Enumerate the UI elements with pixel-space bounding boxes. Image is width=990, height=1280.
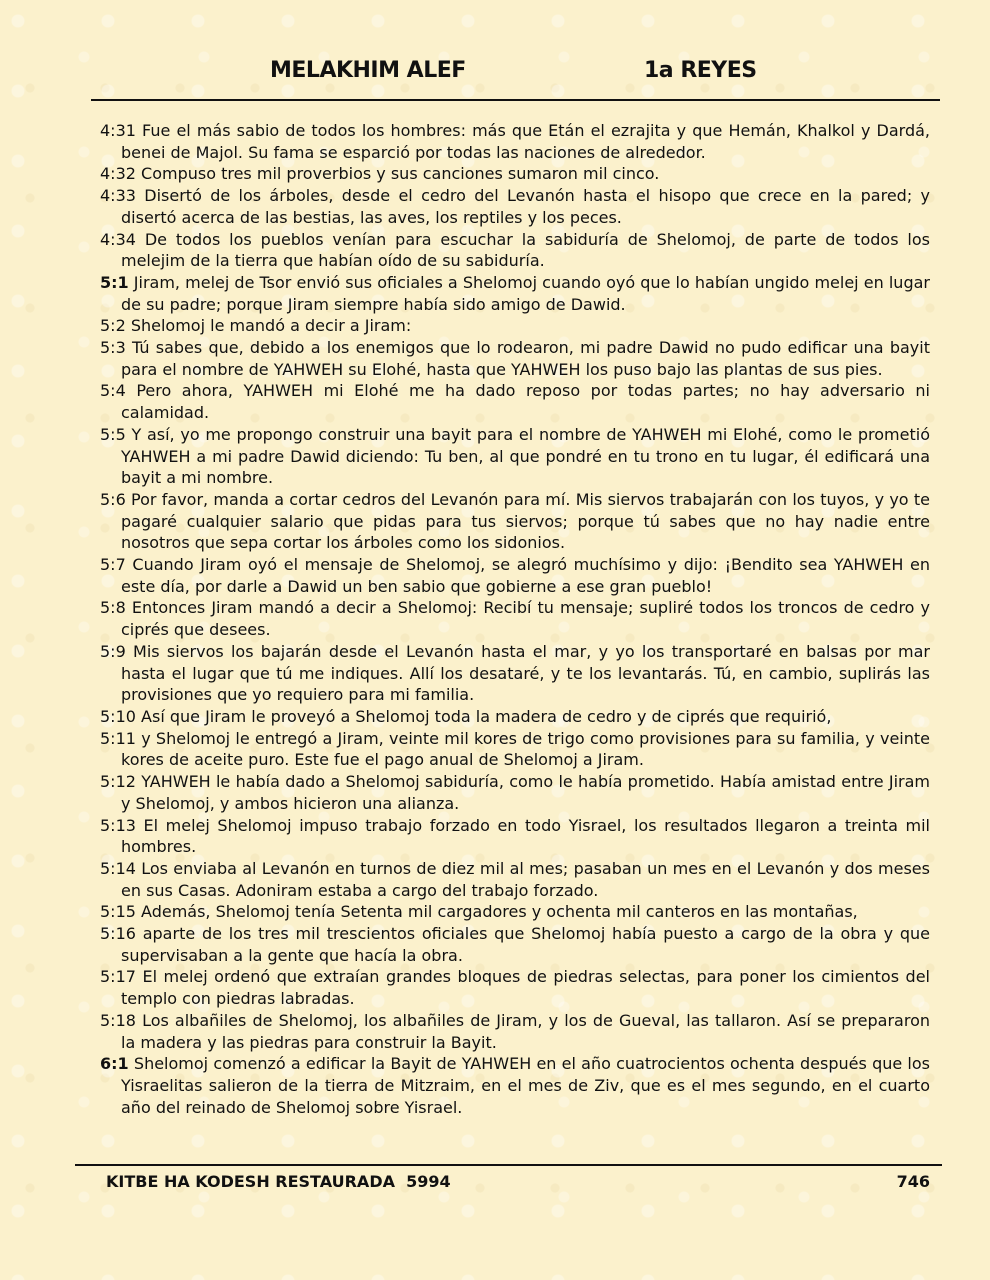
verse-text: Pero ahora, YAHWEH mi Elohé me ha dado reposo por todas partes; no hay adversario ni calamidad.: [121, 381, 930, 423]
verse-reference: 5:5: [100, 424, 126, 444]
verse-reference: 5:17: [100, 967, 136, 987]
verse-text: Compuso tres mil proverbios y sus canciones sumaron mil cinco.: [141, 164, 660, 184]
verse-text: Entonces Jiram mandó a decir a Shelomoj: Recibí tu mensaje; supliré todos los troncos de cedro y ciprés que desees.: [121, 598, 930, 640]
verse-text: El melej ordenó que extraían grandes bloques de piedras selectas, para poner los cimientos del templo con piedras labradas.: [121, 967, 930, 1009]
verse-text: Disertó de los árboles, desde el cedro del Levanón hasta el hisopo que crece en la pared; y disertó acerca de las bestias, las aves, los reptiles y los peces.: [121, 186, 931, 227]
book-title-spanish: 1a REYES: [644, 58, 757, 83]
verse: [100, 229, 930, 272]
verse-reference: 5:18: [100, 1010, 136, 1030]
verse-list: [100, 120, 930, 1118]
verse: [100, 424, 930, 489]
verse-reference: 5:6: [100, 489, 126, 509]
verse-reference: 4:34: [100, 229, 136, 249]
verse-text: El melej Shelomoj impuso trabajo forzado en todo Yisrael, los resultados llegaron a treinta mil hombres.: [121, 815, 930, 857]
verse-text: Por favor, manda a cortar cedros del Levanón para mí. Mis siervos trabajarán con los tuyos, y yo te pagaré cualquier salario que pidas para tus siervos; porque tú sabes que no hay nadie entre nosotros que sepa cortar los árboles como los sidonios.: [121, 489, 930, 553]
verse-text: YAHWEH le había dado a Shelomoj sabiduría, como le había prometido. Había amistad entre Jiram y Shelomoj, y ambos hicieron una alianza.: [121, 772, 931, 813]
verse-text: Cuando Jiram oyó el mensaje de Shelomoj, se alegró muchísimo y dijo: ¡Bendito sea YAHWEH en este día, por darle a Dawid un ben sabio que gobierne a ese gran pueblo!: [121, 555, 930, 596]
verse-text: Shelomoj le mandó a decir a Jiram:: [130, 316, 412, 336]
verse: [100, 901, 930, 923]
verse: [100, 380, 930, 423]
footer-title: KITBE HA KODESH RESTAURADA 5994: [106, 1172, 451, 1191]
verse-text: Jiram, melej de Tsor envió sus oficiales a Shelomoj cuando oyó que lo habían ungido melej en lugar de su padre; porque Jiram siempre había sido amigo de Dawid.: [121, 272, 930, 314]
verse-reference: 5:8: [100, 598, 126, 618]
verse: [100, 554, 930, 597]
verse: [100, 815, 930, 858]
verse: [100, 771, 930, 814]
verse-reference: 4:32: [100, 164, 136, 184]
book-title-hebrew: MELAKHIM ALEF: [270, 58, 466, 83]
header-divider: [91, 99, 940, 101]
page-header: [0, 58, 990, 92]
verse-reference: 4:31: [100, 121, 136, 140]
verse-text: Los albañiles de Shelomoj, los albañiles de Jiram, y los de Gueval, las tallaron. Así se prepararon la madera y las piedras para construir la Bayit.: [121, 1010, 930, 1052]
verse-text: Shelomoj comenzó a edificar la Bayit de YAHWEH en el año cuatrocientos ochenta después que los Yisraelitas salieron de la tierra de Mitzraim, en el mes de Ziv, que es el mes segundo, en el cuarto año del reinado de Shelomoj sobre Yisrael.: [121, 1054, 931, 1117]
verse-reference: 5:4: [100, 381, 126, 401]
verse-text: Los enviaba al Levanón en turnos de diez mil al mes; pasaban un mes en el Levanón y dos meses en sus Casas. Adoniram estaba a cargo del trabajo forzado.: [121, 858, 930, 900]
verse-text: Y así, yo me propongo construir una bayit para el nombre de YAHWEH mi Elohé, como le prometió YAHWEH a mi padre Dawid diciendo: Tu ben, al que pondré en tu trono en tu lugar, él edificará una bayit a mi nombre.: [121, 424, 930, 488]
verse-reference: 5:7: [100, 555, 126, 575]
verse: [100, 489, 930, 554]
verse-reference: 5:9: [100, 641, 126, 661]
verse-text: aparte de los tres mil trescientos oficiales que Shelomoj había puesto a cargo de la obra y que supervisaban a la gente que hacía la obra.: [121, 924, 930, 965]
verse-reference: 5:3: [100, 338, 126, 358]
verse-reference: 5:16: [100, 924, 136, 944]
verse: [100, 858, 930, 901]
verse: [100, 120, 930, 163]
page-number: 746: [896, 1172, 930, 1191]
verse-text: Tú sabes que, debido a los enemigos que lo rodearon, mi padre Dawid no pudo edificar una bayit para el nombre de YAHWEH su Elohé, hasta que YAHWEH los puso bajo las plantas de sus pies.: [121, 338, 930, 379]
verse: [100, 641, 930, 706]
verse: [100, 163, 930, 185]
verse-text: Además, Shelomoj tenía Setenta mil cargadores y ochenta mil canteros en las montañas,: [141, 902, 858, 922]
verse-reference: 5:15: [100, 902, 136, 922]
verse: [100, 1053, 930, 1118]
verse-reference: 5:13: [100, 815, 136, 835]
verse-reference: 5:14: [100, 858, 136, 878]
verse-text: y Shelomoj le entregó a Jiram, veinte mil kores de trigo como provisiones para su familia, y veinte kores de aceite puro. Este fue el pago anual de Shelomoj a Jiram.: [121, 728, 930, 770]
verse-text: Fue el más sabio de todos los hombres: más que Etán el ezrajita y que Hemán, Khalkol y Dardá, benei de Majol. Su fama se esparció por todas las naciones de alrededor.: [121, 121, 931, 162]
verse: [100, 597, 930, 640]
verse: [100, 966, 930, 1009]
verse-text: Mis siervos los bajarán desde el Levanón hasta el mar, y yo los transportaré en balsas por mar hasta el lugar que tú me indiques. Allí los desataré, y te los levantarás. Tú, en cambio, suplirás las provisiones que yo requiero para mi familia.: [121, 641, 930, 705]
verse: [100, 1010, 930, 1053]
verse: [100, 337, 930, 380]
verse-reference: 5:11: [100, 728, 136, 748]
verse-reference: 4:33: [100, 186, 136, 206]
verse: [100, 315, 930, 337]
verse-text: Así que Jiram le proveyó a Shelomoj toda la madera de cedro y de ciprés que requirió,: [141, 706, 832, 726]
verse: [100, 923, 930, 966]
verse-text: De todos los pueblos venían para escuchar la sabiduría de Shelomoj, de parte de todos los melejim de la tierra que habían oído de su sabiduría.: [121, 229, 931, 271]
verse-reference: 5:12: [100, 772, 136, 792]
footer-divider: [75, 1164, 942, 1166]
verse-reference: 5:2: [100, 316, 126, 336]
verse-reference: 5:10: [100, 706, 136, 726]
verse: [100, 706, 930, 728]
verse: [100, 272, 930, 315]
verse-reference: 6:1: [100, 1054, 129, 1074]
verse: [100, 728, 930, 771]
verse-reference: 5:1: [100, 272, 129, 292]
verse: [100, 185, 930, 228]
